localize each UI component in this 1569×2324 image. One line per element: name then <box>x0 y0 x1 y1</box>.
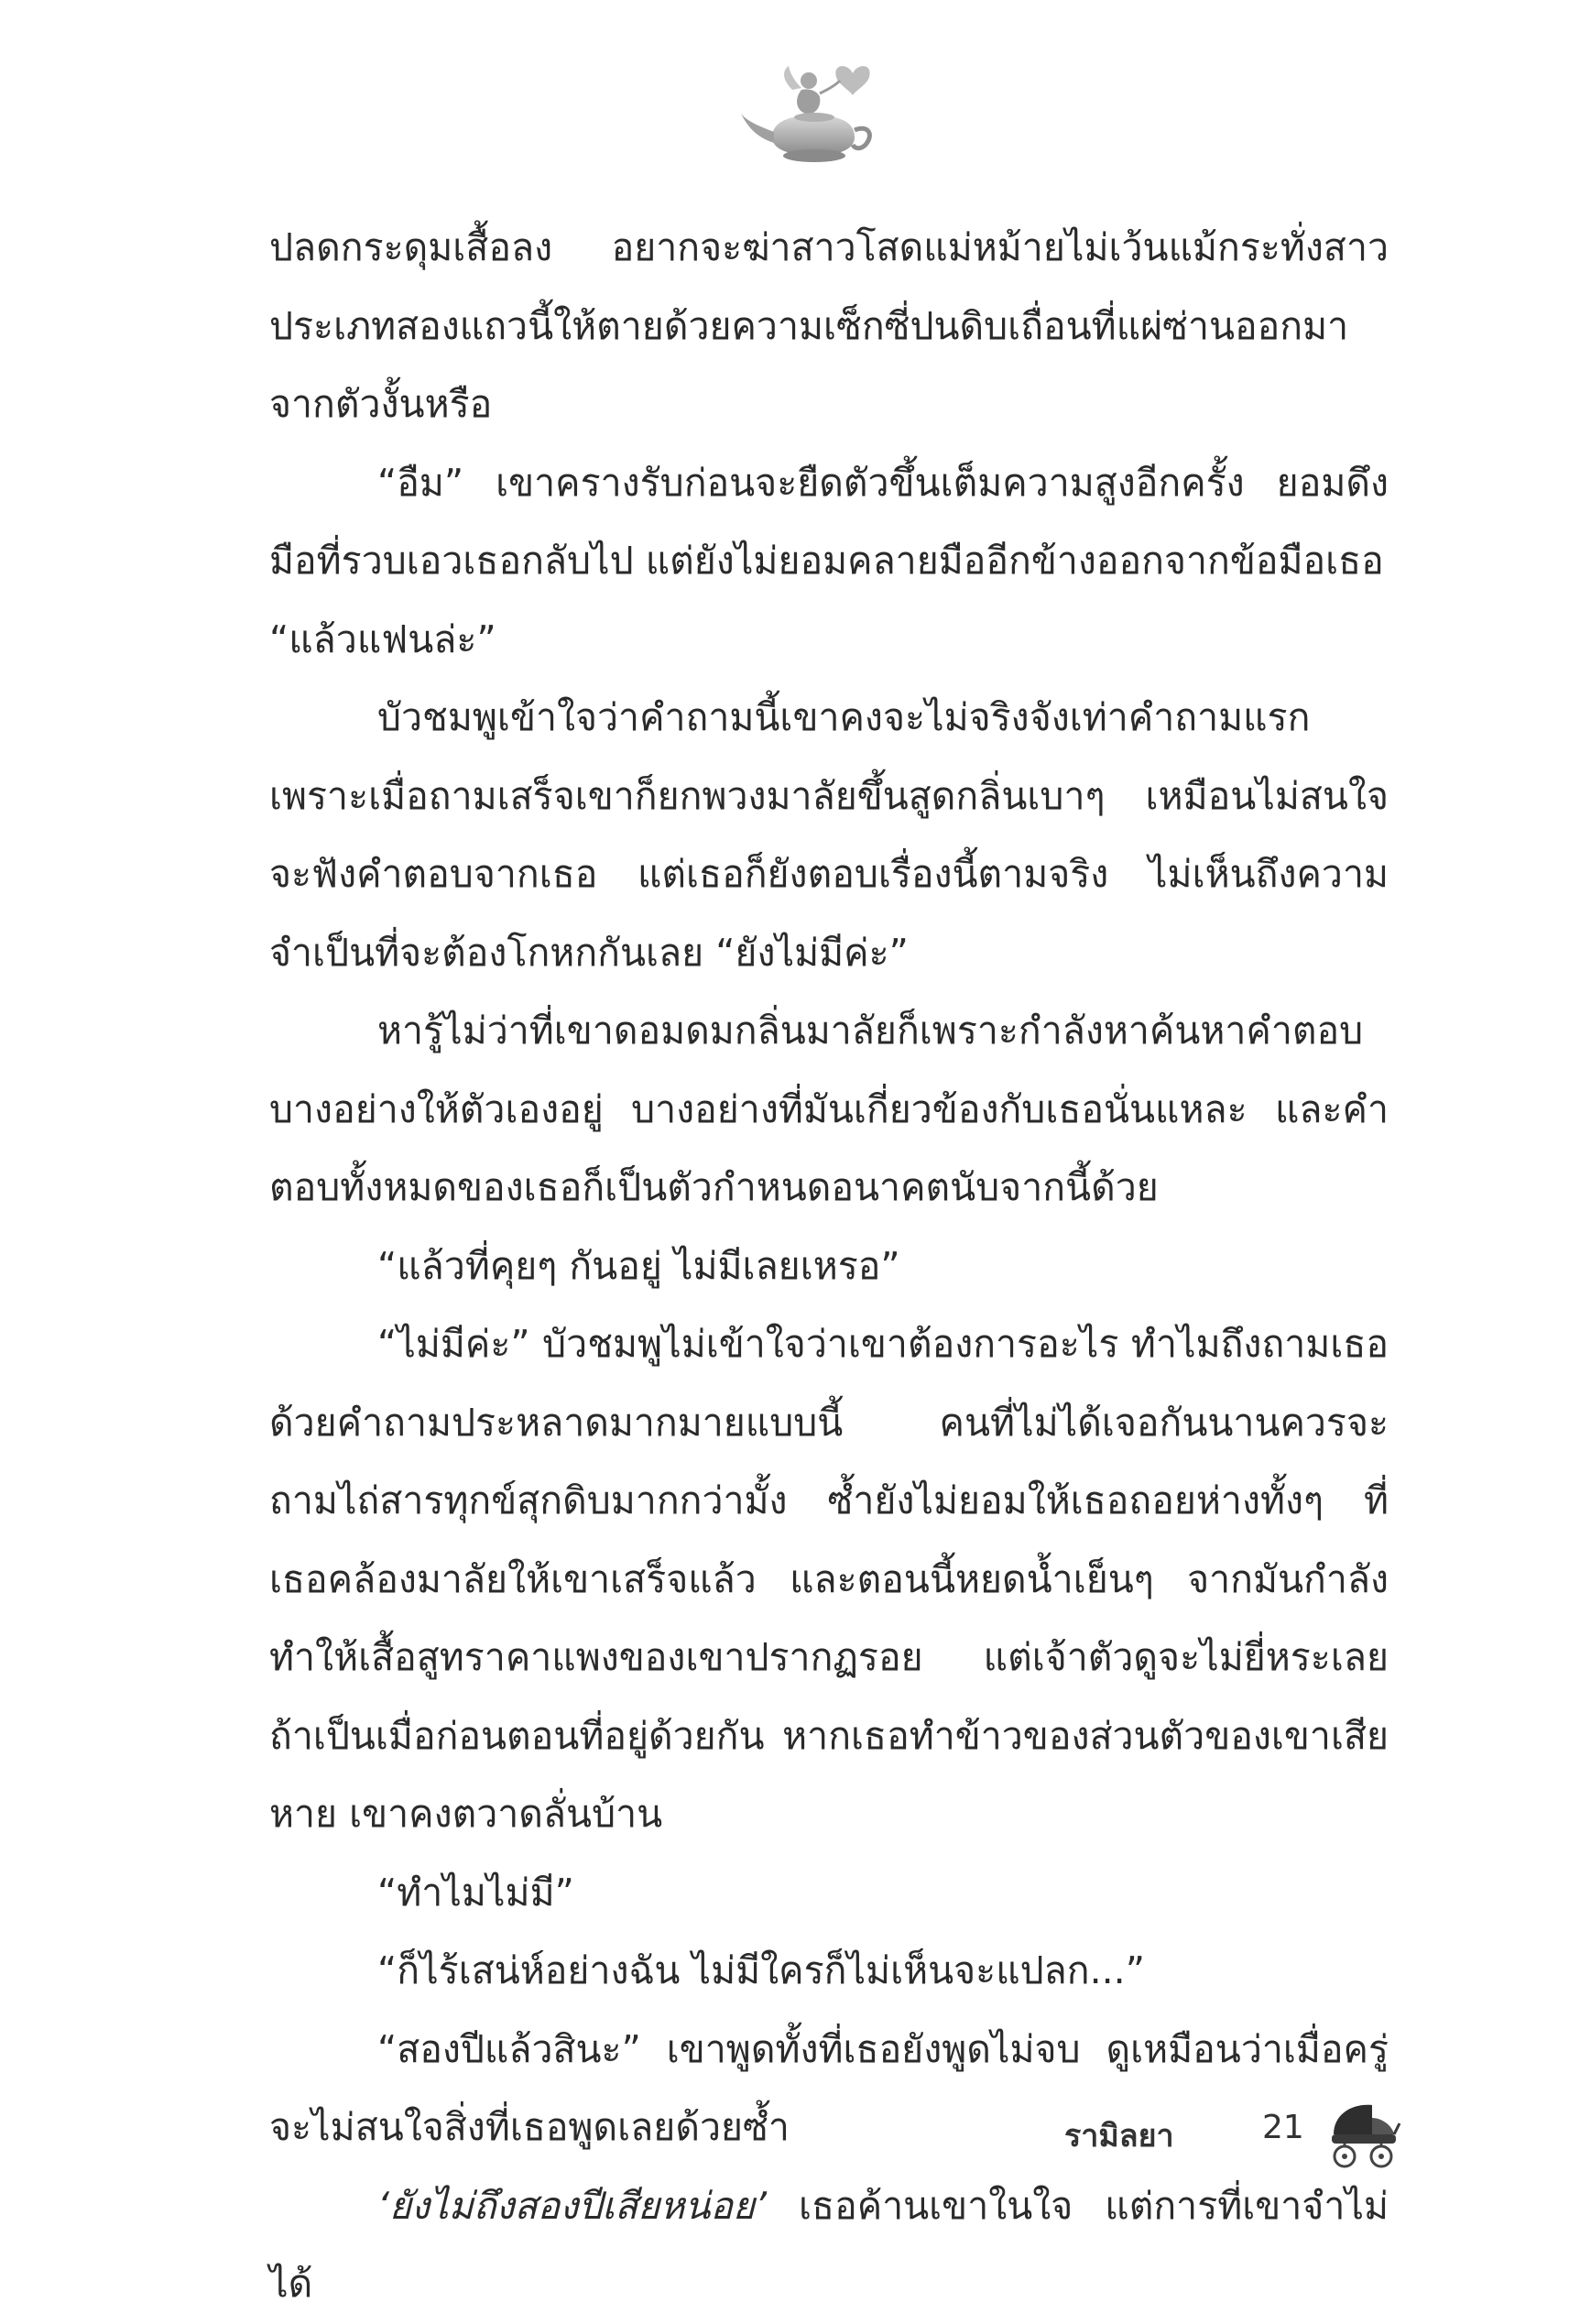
cupid-teapot-icon <box>737 53 893 172</box>
paragraph-rest: เธอค้านเขาในใจ แต่การที่เขาจำไม่ได้ <box>269 2183 1389 2306</box>
page-footer <box>1044 2098 1411 2171</box>
baby-stroller-icon <box>1324 2098 1401 2171</box>
paragraph: “ไม่มีค่ะ” บัวชมพูไม่เข้าใจว่าเขาต้องการอะไร ทำไมถึงถามเธอด้วยคำถามประหลาดมากมายแบบนี้ คนที่ไม่ได้เจอกันนานควรจะถามไถ่สารทุกข์สุกดิบมากกว่ามั้ง ซ้ำยังไม่ยอมให้เธอถอยห่างทั้งๆ ที่เธอคล้องมาลัยให้เขาเสร็จแล้ว และตอนนี้หยดน้ำเย็นๆ จากมันกำลังทำให้เสื้อสูทราคาแพงของเขาปรากฏรอย แต่เจ้าตัวดูจะไม่ยี่หระเลย ถ้าเป็นเมื่อก่อนตอนที่อยู่ด้วยกัน หากเธอทำข้าวของส่วนตัวของเขาเสียหาย เขาคงตวาดลั่นบ้าน <box>269 1322 1389 1836</box>
paragraph: บัวชมพูเข้าใจว่าคำถามนี้เขาคงจะไม่จริงจังเท่าคำถามแรก เพราะเมื่อถามเสร็จเขาก็ยกพวงมาลัยขึ้นสูดกลิ่นเบาๆ เหมือนไม่สนใจจะฟังคำตอบจากเธอ แต่เธอก็ยังตอบเรื่องนี้ตามจริง ไม่เห็นถึงความจำเป็นที่จะต้องโกหกกันเลย “ยังไม่มีค่ะ” <box>269 695 1389 975</box>
paragraph: “อืม” เขาครางรับก่อนจะยืดตัวขึ้นเต็มความสูงอีกครั้ง ยอมดึงมือที่รวบเอวเธอกลับไป แต่ยังไม่ยอมคลายมืออีกข้างออกจากข้อมือเธอ <box>269 460 1389 583</box>
paragraph: “ทำไมไม่มี” <box>377 1870 574 1915</box>
paragraph: หารู้ไม่ว่าที่เขาดอมดมกลิ่นมาลัยก็เพราะกำลังหาค้นหาคำตอบบางอย่างให้ตัวเองอยู่ บางอย่างที่มันเกี่ยวข้องกับเธอนั่นแหละ และคำตอบทั้งหมดของเธอก็เป็นตัวกำหนดอนาคตนับจากนี้ด้วย <box>269 1009 1389 1209</box>
paragraph: “แล้วแฟนล่ะ” <box>269 616 496 661</box>
paragraph: “ก็ไร้เสน่ห์อย่างฉัน ไม่มีใครก็ไม่เห็นจะแปลก...” <box>377 1948 1145 1992</box>
paragraph-last <box>269 2167 1389 2324</box>
paragraph: “แล้วที่คุยๆ กันอยู่ ไม่มีเลยเหรอ” <box>377 1243 900 1288</box>
italic-thought: ‘ยังไม่ถึงสองปีเสียหน่อย’ <box>377 2183 768 2228</box>
paragraph: ปลดกระดุมเสื้อลง อยากจะฆ่าสาวโสดแม่หม้ายไม่เว้นแม้กระทั่งสาวประเภทสองแถวนี้ให้ตายด้วยความเซ็กซี่ปนดิบเถื่อนที่แผ่ซ่านออกมาจากตัวงั้นหรือ <box>269 225 1389 426</box>
page-number: 21 <box>1262 2109 1304 2146</box>
footer-author: รามิลยา <box>1064 2118 1174 2155</box>
paragraph: “สองปีแล้วสินะ” เขาพูดทั้งที่เธอยังพูดไม่จบ ดูเหมือนว่าเมื่อครู่จะไม่สนใจสิ่งที่เธอพูดเลยด้วยซ้ำ <box>269 2026 1389 2149</box>
